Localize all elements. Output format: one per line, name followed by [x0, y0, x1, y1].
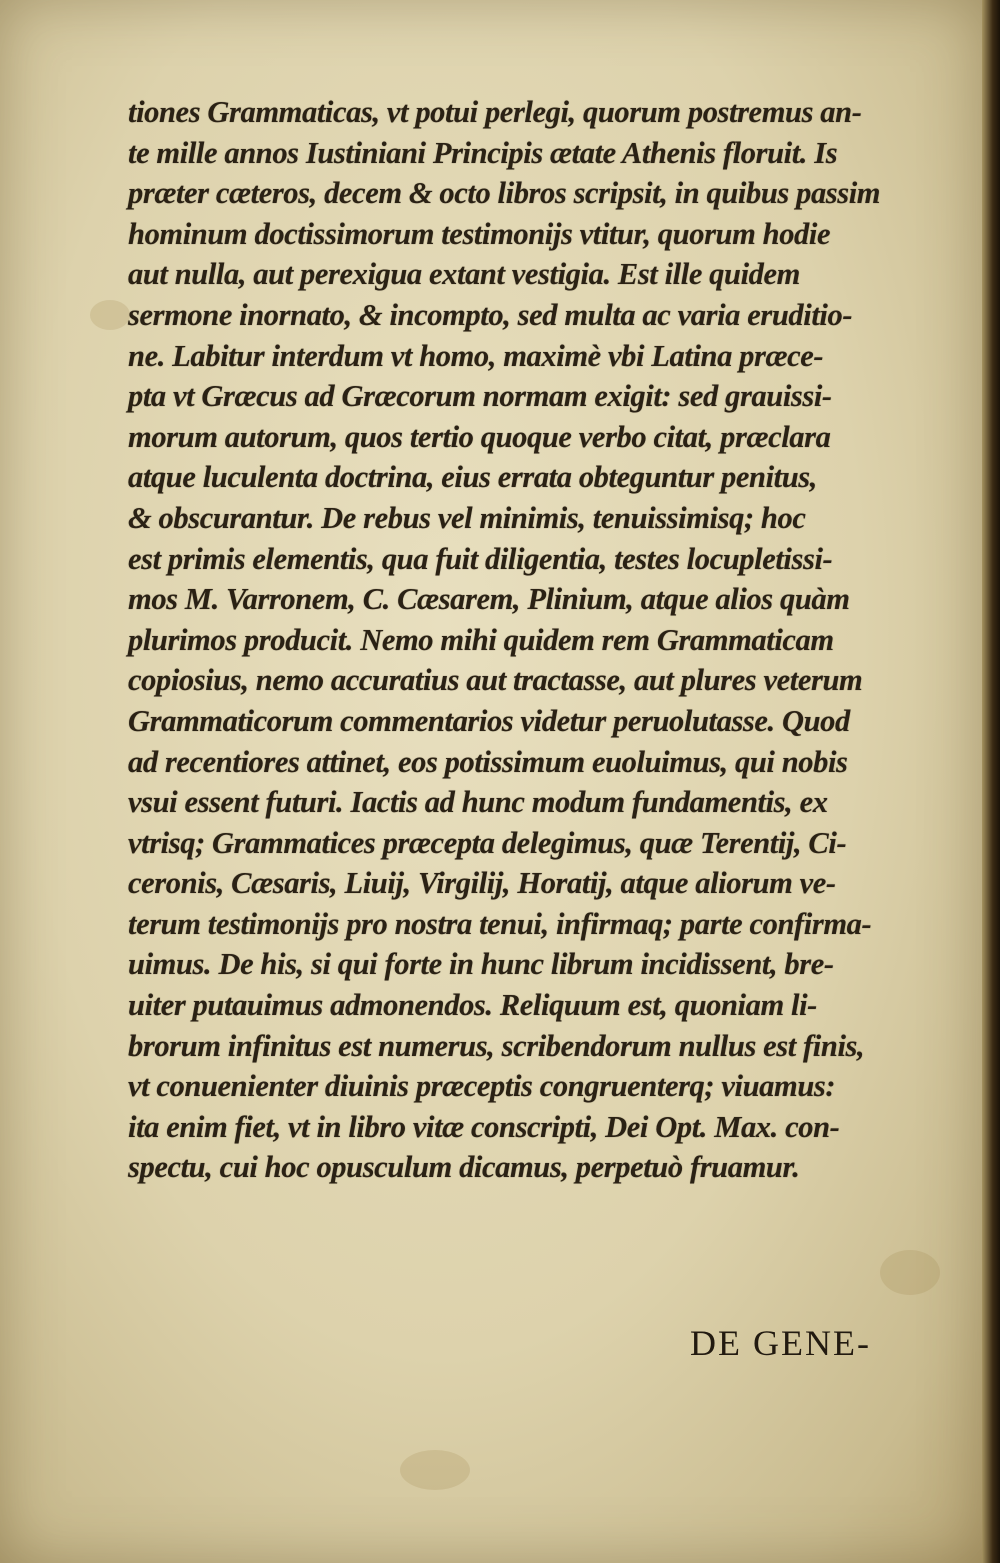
- text-line: mos M. Varronem, C. Cæsarem, Plinium, atque alios quàm: [128, 582, 850, 617]
- text-line: præter cæteros, decem & octo libros scripsit, in quibus passim: [128, 176, 881, 211]
- text-line: atque luculenta doctrina, eius errata obteguntur penitus,: [128, 460, 817, 495]
- text-line: uimus. De his, si qui forte in hunc librum incidissent, bre-: [128, 947, 834, 982]
- paper-stain: [90, 300, 130, 330]
- text-line: copiosius, nemo accuratius aut tractasse, aut plures veterum: [128, 663, 863, 698]
- text-line: est primis elementis, qua fuit diligentia, testes locupletissi-: [128, 541, 833, 576]
- text-line: ad recentiores attinet, eos potissimum euoluimus, qui nobis: [128, 744, 848, 779]
- text-line: aut nulla, aut perexigua extant vestigia. Est ille quidem: [128, 257, 800, 292]
- text-line: ne. Labitur interdum vt homo, maximè vbi Latina præce-: [128, 338, 824, 373]
- text-line: vt conuenienter diuinis præceptis congruenterq; viuamus:: [128, 1069, 836, 1104]
- paper-stain: [880, 1250, 940, 1295]
- text-line: terum testimonijs pro nostra tenui, infirmaq; parte confirma-: [128, 906, 872, 941]
- paper-stain: [400, 1450, 470, 1490]
- text-line: plurimos producit. Nemo mihi quidem rem Grammaticam: [128, 622, 834, 657]
- text-line: Grammaticorum commentarios videtur peruolutasse. Quod: [128, 703, 850, 738]
- text-line: hominum doctissimorum testimonijs vtitur, quorum hodie: [128, 216, 831, 251]
- text-line: sermone inornato, & incompto, sed multa ac varia eruditio-: [128, 297, 853, 332]
- text-line: vtrisq; Grammatices præcepta delegimus, quæ Terentij, Ci-: [128, 825, 847, 860]
- text-line: & obscurantur. De rebus vel minimis, tenuissimisq; hoc: [128, 500, 806, 535]
- text-line: te mille annos Iustiniani Principis ætate Athenis floruit. Is: [128, 135, 838, 170]
- body-text: [128, 92, 938, 1188]
- text-line: tiones Grammaticas, vt potui perlegi, quorum postremus an-: [128, 95, 862, 129]
- page-edge: [982, 0, 1000, 1563]
- text-line: uiter putauimus admonendos. Reliquum est, quoniam li-: [128, 988, 817, 1023]
- text-line: brorum infinitus est numerus, scribendorum nullus est finis,: [128, 1028, 865, 1063]
- text-line: ceronis, Cæsaris, Liuij, Virgilij, Horatij, atque aliorum ve-: [128, 866, 836, 901]
- catchword: DE GENE-: [690, 1323, 871, 1363]
- text-line: pta vt Græcus ad Græcorum normam exigit: sed grauissi-: [128, 379, 832, 414]
- text-line: ita enim fiet, vt in libro vitæ conscripti, Dei Opt. Max. con-: [128, 1109, 840, 1144]
- text-line: vsui essent futuri. Iactis ad hunc modum fundamentis, ex: [128, 785, 828, 820]
- text-line: morum autorum, quos tertio quoque verbo citat, præclara: [128, 419, 831, 454]
- text-line: spectu, cui hoc opusculum dicamus, perpetuò fruamur.: [128, 1150, 800, 1185]
